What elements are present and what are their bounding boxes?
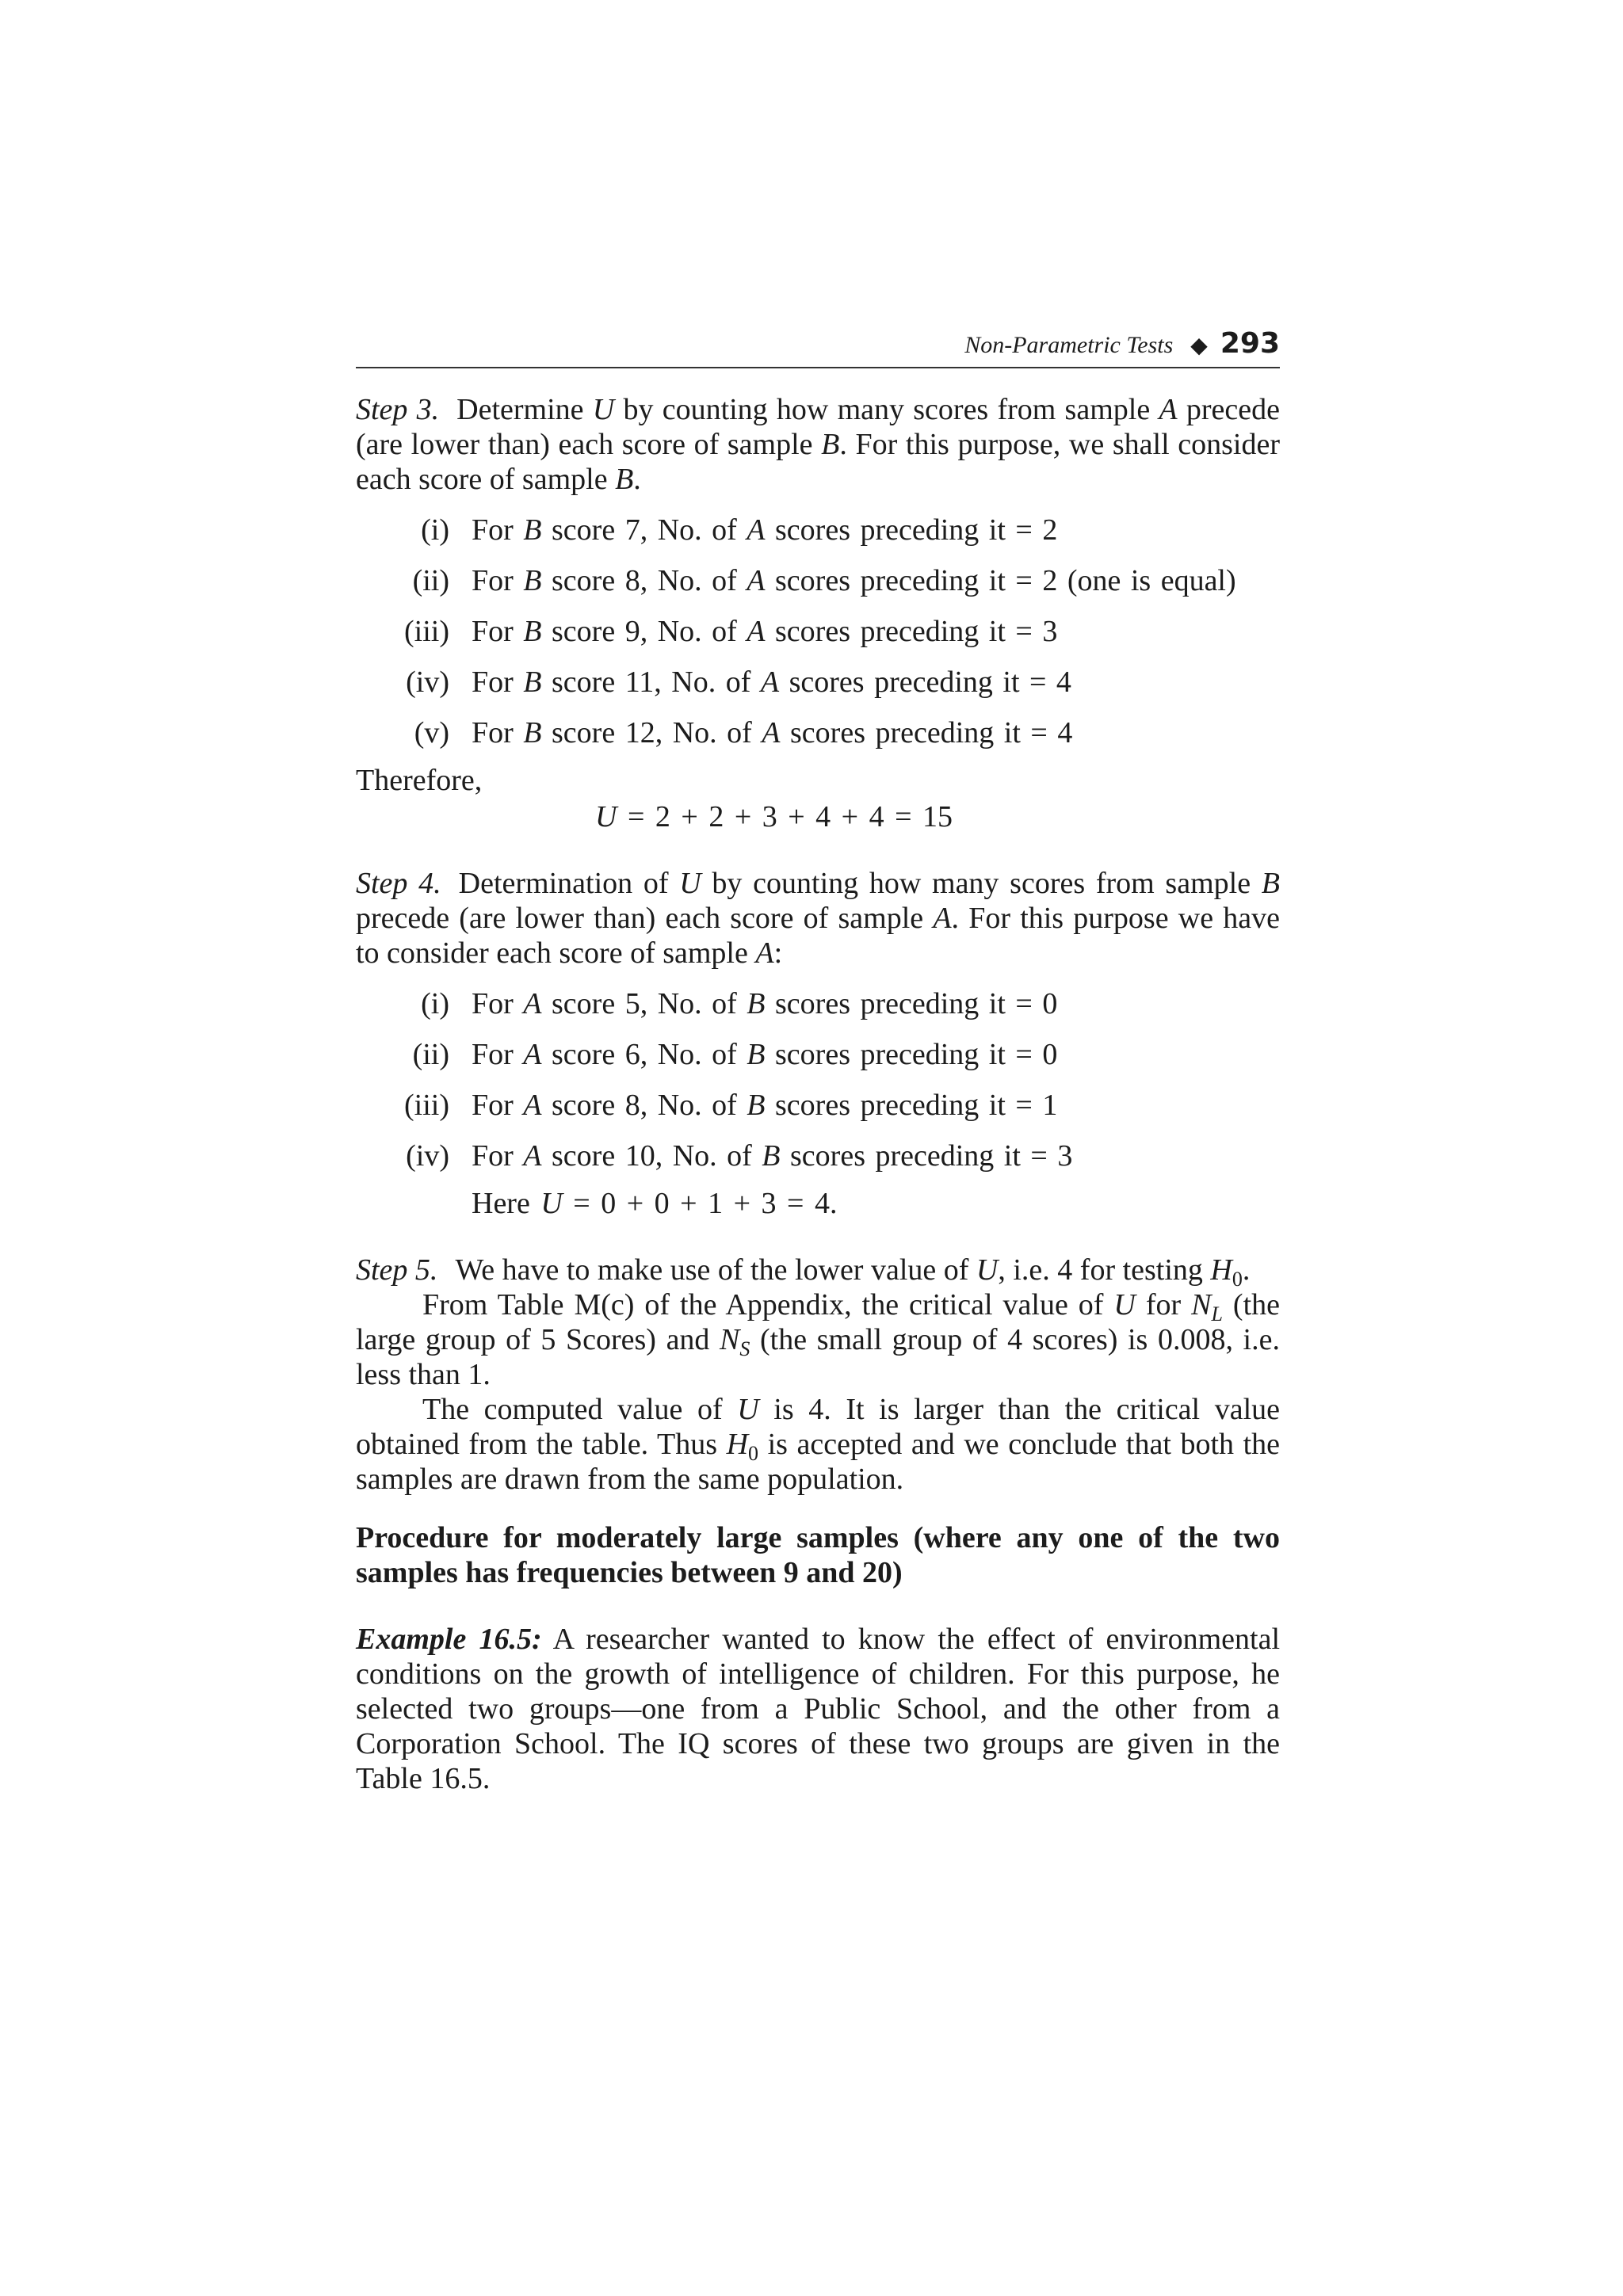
item-text-a: For (472, 564, 524, 597)
step4-text-b: U (679, 867, 701, 900)
concl-c: is 4. It is larger than the critical value obtained from the table. Thus (356, 1393, 1280, 1461)
text-block (356, 326, 1280, 1796)
item-text (472, 513, 1280, 547)
item-text-a: For (472, 615, 524, 648)
item-number: (iv) (406, 666, 449, 699)
item-var-b: B (523, 666, 542, 699)
step5-text-f: . (1242, 1253, 1251, 1287)
step3-text-h: B (615, 463, 634, 496)
item-text-e: scores preceding it = 3 (780, 1139, 1073, 1173)
item-text-e: scores preceding it = 0 (765, 987, 1058, 1020)
concl-f: is accepted and we conclude that both the samples are drawn from the same population. (356, 1428, 1280, 1496)
crit-i: (the small group of 4 scores) is 0.008, i.e. less than 1. (356, 1323, 1280, 1391)
step4-text-f: A (933, 902, 952, 935)
concl-b: U (737, 1393, 759, 1426)
item-var-b: B (523, 564, 542, 597)
item-text-c: score 8, No. of (541, 564, 747, 597)
crit-g: N (720, 1323, 740, 1356)
formula-rest: = 2 + 2 + 3 + 4 + 4 = 15 (617, 800, 953, 833)
example-paragraph (356, 1622, 1280, 1796)
step3-text-a: Determine (456, 393, 593, 426)
diamond-separator-icon: ◆ (1190, 334, 1208, 358)
item-number: (v) (414, 716, 449, 749)
crit-c: for (1135, 1288, 1192, 1322)
item-text-a: For (472, 666, 524, 699)
step3-text-i: . (633, 463, 641, 496)
here-rest: = 0 + 0 + 1 + 3 = 4. (562, 1187, 838, 1220)
item-text-a: For (472, 1139, 524, 1173)
item-var-d: A (747, 615, 766, 648)
concl-e: 0 (748, 1442, 759, 1465)
item-text-c: score 9, No. of (541, 615, 747, 648)
item-var-b: A (523, 1038, 542, 1071)
item-var-d: A (747, 564, 766, 597)
item-text-e: scores preceding it = 0 (765, 1038, 1058, 1071)
item-text (472, 1088, 1280, 1123)
item-var-b: B (523, 615, 542, 648)
step5-text-a: We have to make use of the lower value of (455, 1253, 976, 1287)
page-number: 293 (1220, 327, 1280, 360)
item-text (472, 715, 1280, 750)
step3-paragraph (356, 392, 1280, 497)
step5-text-c: , i.e. 4 for testing (998, 1253, 1211, 1287)
item-text-a: For (472, 716, 524, 749)
running-head (356, 326, 1280, 368)
step5-paragraph (356, 1253, 1280, 1291)
list-item (356, 1138, 1280, 1173)
item-text-c: score 11, No. of (541, 666, 761, 699)
step4-text-e: precede (are lower than) each score of sample (356, 902, 934, 935)
item-text-c: score 8, No. of (541, 1089, 747, 1122)
step3-text-f: B (821, 428, 840, 461)
step4-text-a: Determination of (458, 867, 680, 900)
item-text-e: scores preceding it = 4 (780, 716, 1073, 749)
list-item (356, 614, 1280, 649)
here-text: Here (472, 1187, 541, 1220)
item-number: (iv) (406, 1139, 449, 1173)
list-item (356, 1037, 1280, 1072)
step3-text-d: A (1159, 393, 1178, 426)
item-text (472, 1138, 1280, 1173)
item-text (472, 665, 1280, 700)
running-title: Non-Parametric Tests (964, 332, 1174, 358)
u-formula-step4 (356, 1186, 1280, 1221)
step4-text-h: A (755, 936, 774, 970)
step4-paragraph (356, 866, 1280, 971)
step5-conclusion-paragraph (356, 1392, 1280, 1497)
therefore-line: Therefore, (356, 764, 483, 797)
item-var-b: A (523, 987, 542, 1020)
step5-text-d: H (1210, 1253, 1232, 1287)
item-var-d: A (762, 716, 781, 749)
crit-d: N (1191, 1288, 1212, 1322)
item-text-a: For (472, 987, 524, 1020)
step3-label: Step 3. (356, 393, 440, 426)
item-var-d: B (747, 987, 766, 1020)
step4-list (356, 986, 1280, 1173)
concl-a: The computed value of (422, 1393, 738, 1426)
list-item (356, 986, 1280, 1021)
item-number: (iii) (404, 1089, 449, 1122)
list-item (356, 563, 1280, 598)
step4-text-d: B (1261, 867, 1281, 900)
item-text (472, 1037, 1280, 1072)
item-text (472, 986, 1280, 1021)
item-number: (ii) (412, 564, 449, 597)
item-var-b: B (523, 513, 542, 547)
step3-text-e: precede (are lower than) each score of sample (356, 393, 1280, 461)
item-text-a: For (472, 1038, 524, 1071)
here-var: U (540, 1187, 563, 1220)
item-var-d: B (747, 1089, 766, 1122)
item-text-a: For (472, 1089, 524, 1122)
step4-text-i: : (773, 936, 783, 970)
step4-text-g: . For this purpose we have to consider each score of sample (356, 902, 1280, 970)
step3-text-g: . For this purpose, we shall consider each score of sample (356, 428, 1281, 496)
item-text-a: For (472, 513, 524, 547)
item-var-b: A (523, 1139, 542, 1173)
item-number: (i) (421, 987, 449, 1020)
step3-text-b: U (592, 393, 615, 426)
step4-label: Step 4. (356, 867, 441, 900)
item-number: (ii) (412, 1038, 449, 1071)
item-var-d: A (760, 666, 780, 699)
item-text-e: scores preceding it = 2 (one is equal) (765, 564, 1236, 597)
item-text-e: scores preceding it = 2 (765, 513, 1058, 547)
item-text-c: score 10, No. of (541, 1139, 762, 1173)
item-text-c: score 5, No. of (541, 987, 747, 1020)
item-text-c: score 7, No. of (541, 513, 747, 547)
item-text (472, 614, 1280, 649)
item-var-b: B (523, 716, 542, 749)
item-number: (iii) (404, 615, 449, 648)
example-text: A researcher wanted to know the effect of environmental conditions on the growth of intelligence of children. For this purpose, he selected two groups—one from a Public School, and the other from a Corporation School. The IQ scores of these two groups are given in the Table 16.5. (356, 1623, 1280, 1795)
list-item (356, 665, 1280, 700)
crit-a: From Table M(c) of the Appendix, the critical value of (422, 1288, 1114, 1322)
item-var-d: A (747, 513, 766, 547)
item-text-c: score 12, No. of (541, 716, 762, 749)
step5-critical-paragraph (356, 1287, 1280, 1392)
list-item (356, 1088, 1280, 1123)
list-item (356, 513, 1280, 547)
formula-var: U (595, 800, 617, 833)
item-text (472, 563, 1280, 598)
u-formula-step3 (356, 799, 1280, 834)
procedure-heading: Procedure for moderately large samples (where any one of the two samples has frequencies between 9 and 20) (356, 1521, 1280, 1589)
step3-text-c: by counting how many scores from sample (614, 393, 1159, 426)
step5-text-b: U (976, 1253, 999, 1287)
list-item (356, 715, 1280, 750)
step4-text-c: by counting how many scores from sample (701, 867, 1262, 900)
item-text-c: score 6, No. of (541, 1038, 747, 1071)
crit-f: (the large group of 5 Scores) and (356, 1288, 1281, 1356)
crit-h: S (739, 1337, 750, 1360)
item-var-d: B (762, 1139, 781, 1173)
item-text-e: scores preceding it = 1 (765, 1089, 1058, 1122)
item-number: (i) (421, 513, 449, 547)
crit-b: U (1113, 1288, 1136, 1322)
item-text-e: scores preceding it = 3 (765, 615, 1058, 648)
item-text-e: scores preceding it = 4 (779, 666, 1071, 699)
item-var-d: B (747, 1038, 766, 1071)
item-var-b: A (523, 1089, 542, 1122)
crit-e: L (1211, 1302, 1223, 1325)
concl-d: H (726, 1428, 749, 1461)
step3-list (356, 513, 1280, 750)
example-label: Example 16.5: (356, 1623, 542, 1656)
step5-label: Step 5. (356, 1253, 438, 1287)
step5-sub-e: 0 (1232, 1268, 1243, 1291)
